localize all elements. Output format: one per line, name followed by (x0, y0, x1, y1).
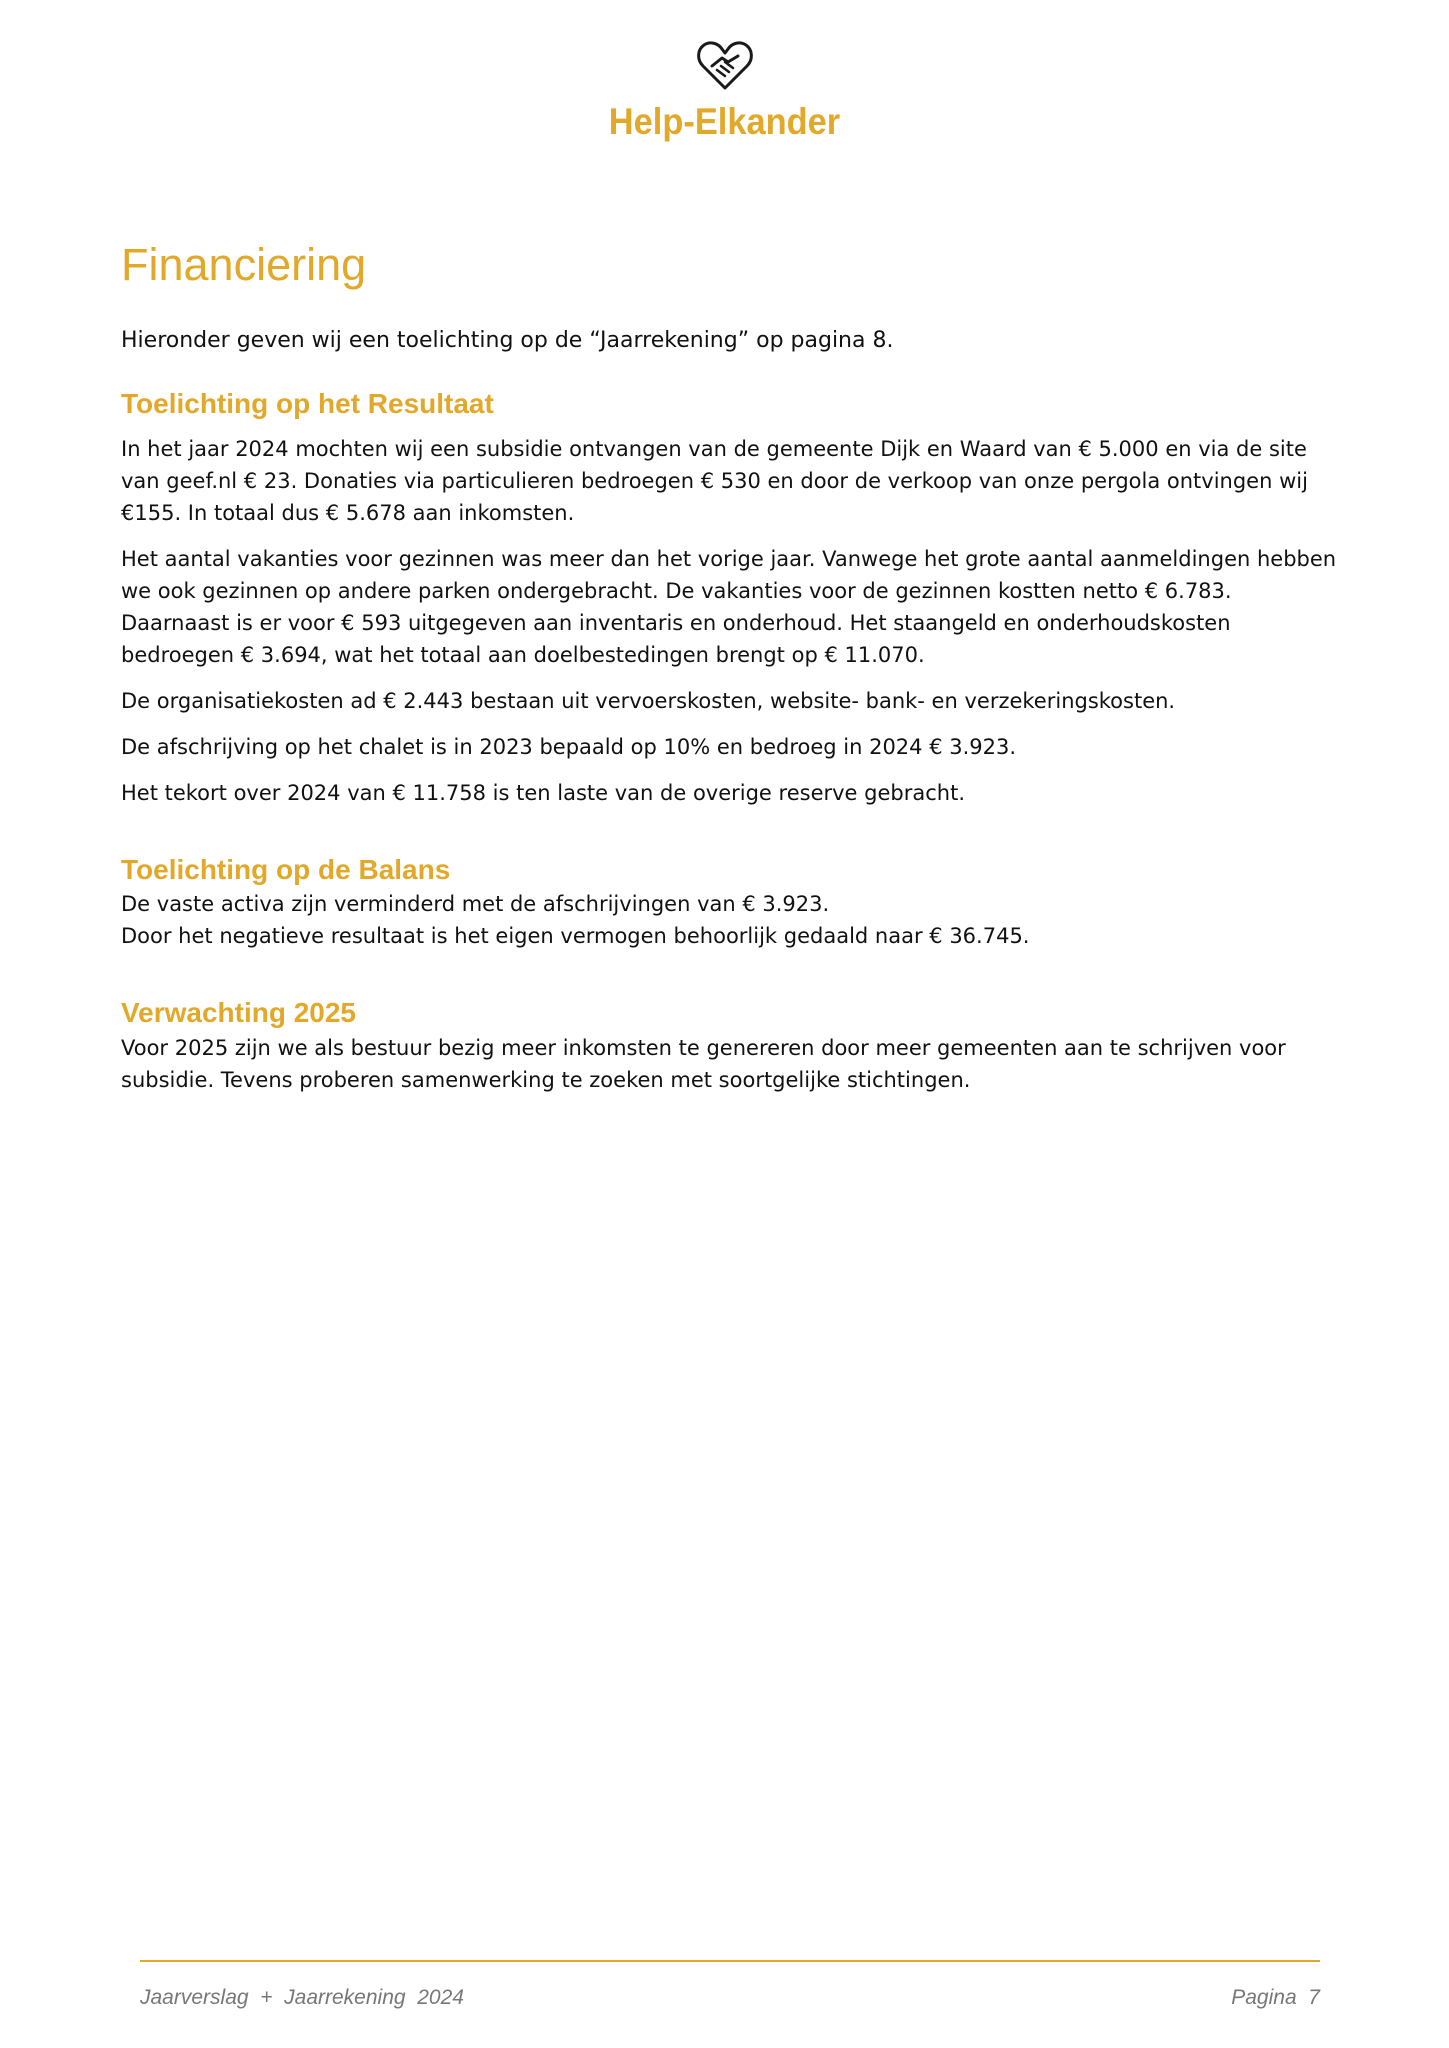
footer-document-title: Jaarverslag + Jaarrekening 2024 (140, 1986, 464, 2009)
page-title: Financiering (121, 239, 367, 290)
main-content (121, 238, 1341, 1096)
footer-page-number: Pagina 7 (1231, 1986, 1320, 2009)
paragraph: De vaste activa zijn verminderd met de afschrijvingen van € 3.923. (121, 892, 830, 917)
paragraph: Voor 2025 zijn we als bestuur bezig meer inkomsten te genereren door meer gemeenten aan te schrijven voor subsidie. Tevens proberen samenwerking te zoeken met soortgelijke stichtingen. (121, 1035, 1286, 1092)
section-heading-balans: Toelichting op de Balans (121, 853, 451, 885)
logo-text: Help-Elkander (608, 101, 841, 142)
paragraph: In het jaar 2024 mochten wij een subsidie ontvangen van de gemeente Dijk en Waard van € 5.000 en via de site van geef.nl € 23. Donaties via particulieren bedroegen € 530 en door de verkoop van onze pergola ontvingen wij €155. In totaal dus € 5.678 aan inkomsten. (121, 436, 1308, 525)
verwachting-section (121, 1032, 1341, 1096)
paragraph: Het tekort over 2024 van € 11.758 is ten laste van de overige reserve gebracht. (121, 780, 965, 805)
paragraph: De organisatiekosten ad € 2.443 bestaan uit vervoerskosten, website- bank- en verzekeringskosten. (121, 688, 1176, 713)
heart-handshake-icon (695, 38, 755, 94)
balans-section (121, 888, 1341, 952)
section-heading-verwachting: Verwachting 2025 (121, 997, 357, 1029)
intro-text: Hieronder geven wij een toelichting op de “Jaarrekening” op pagina 8. (121, 328, 894, 353)
section-heading-resultaat: Toelichting op het Resultaat (121, 388, 494, 419)
paragraph: De afschrijving op het chalet is in 2023 bepaald op 10% en bedroeg in 2024 € 3.923. (121, 734, 1017, 759)
paragraph: Door het negatieve resultaat is het eigen vermogen behoorlijk gedaald naar € 36.745. (121, 924, 1030, 949)
resultaat-section (121, 433, 1341, 809)
footer-divider (140, 1960, 1320, 1962)
logo (0, 38, 1449, 143)
paragraph: Het aantal vakanties voor gezinnen was meer dan het vorige jaar. Vanwege het grote aantal aanmeldingen hebben we ook gezinnen op andere parken ondergebracht. De vakanties voor de gezinnen kostten netto € 6.783. Daarnaast is er voor € 593 uitgegeven aan inventaris en onderhoud. Het staangeld en onderhoudskosten bedroegen € 3.694, wat het totaal aan doelbestedingen brengt op € 11.070. (121, 546, 1337, 667)
